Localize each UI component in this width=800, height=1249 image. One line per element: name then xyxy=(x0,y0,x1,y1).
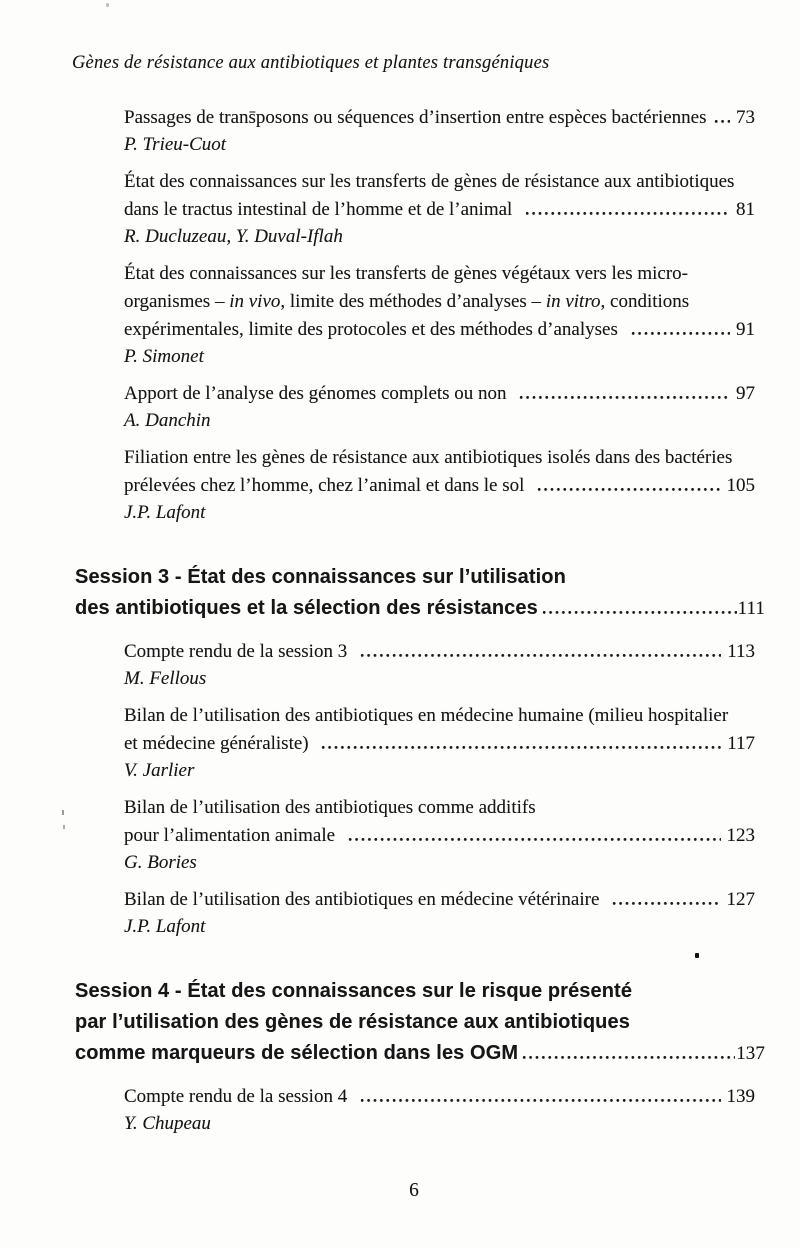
text-segment: Filiation entre les gènes de résistance aux antibiotiques isolés dans des bactéries xyxy=(124,447,733,468)
toc-line xyxy=(75,1038,765,1069)
title-text xyxy=(124,794,536,822)
toc-line xyxy=(124,702,755,730)
toc-line xyxy=(124,380,755,408)
text-segment: pour l’alimentation animale xyxy=(124,825,340,846)
toc-line xyxy=(124,638,755,666)
toc-entry xyxy=(124,168,755,250)
text-segment: , conditions xyxy=(600,291,690,312)
text-segment: Bilan de l’utilisation des antibiotiques en médecine humaine (milieu hospitalier xyxy=(124,705,729,726)
toc-line xyxy=(75,1007,765,1038)
text-segment: Bilan de l’utilisation des antibiotiques comme additifs xyxy=(124,797,536,818)
toc-entry xyxy=(124,260,755,370)
toc-line xyxy=(124,196,755,224)
toc-line xyxy=(75,593,765,624)
toc-line xyxy=(124,168,755,196)
author-name: J.P. Lafont xyxy=(124,502,206,523)
dot-leader xyxy=(359,652,721,657)
toc-line xyxy=(75,562,765,593)
dot-leader xyxy=(518,394,730,399)
toc-line xyxy=(124,444,755,472)
session-heading xyxy=(75,976,765,1069)
title-text xyxy=(124,444,732,472)
page-ref: 73 xyxy=(736,107,755,128)
text-segment: État des connaissances sur les transferts de gènes végétaux vers les micro- xyxy=(124,263,688,284)
toc-line xyxy=(124,1083,755,1111)
text-segment: organismes – xyxy=(124,291,230,312)
text-segment: in vitro xyxy=(545,291,601,312)
title-text xyxy=(124,316,623,344)
text-segment: Session 4 - État des connaissances sur le risque présenté xyxy=(75,980,633,1002)
toc-line xyxy=(124,794,755,822)
text-segment: Apport de l’analyse des génomes complets ou non xyxy=(124,383,512,404)
text-segment: comme marqueurs de sélection dans les OGM xyxy=(75,1042,519,1064)
toc-line xyxy=(124,104,755,132)
page-ref: 123 xyxy=(726,825,755,846)
toc-entry xyxy=(124,794,755,876)
title-text xyxy=(124,380,511,408)
title-text xyxy=(124,1083,352,1111)
text-segment: in vivo xyxy=(229,291,281,312)
toc-line xyxy=(124,316,755,344)
text-segment: , limite des méthodes d’analyses – xyxy=(280,291,546,312)
page-ref: 97 xyxy=(736,383,755,404)
dot-leader xyxy=(713,118,730,123)
toc-entry xyxy=(124,702,755,784)
toc-line xyxy=(124,886,755,914)
author-name: P. Simonet xyxy=(124,346,204,367)
title-text xyxy=(124,638,352,666)
footer-page-number: 6 xyxy=(409,1180,419,1201)
toc-line xyxy=(124,822,755,850)
title-text xyxy=(75,1007,630,1038)
page-ref: 127 xyxy=(726,889,755,910)
ink-speck xyxy=(63,825,65,829)
toc-line xyxy=(124,288,755,316)
toc-line xyxy=(75,976,765,1007)
title-text xyxy=(124,730,313,758)
title-text xyxy=(75,562,566,593)
text-segment: par l’utilisation des gènes de résistance aux antibiotiques xyxy=(75,1011,630,1033)
author-name: V. Jarlier xyxy=(124,760,195,781)
author-name: P. Trieu-Cuot xyxy=(124,134,227,155)
text-segment: expérimentales, limite des protocoles et des méthodes d’analyses xyxy=(124,319,623,340)
page-ref: 113 xyxy=(727,641,755,662)
page-ref: 105 xyxy=(726,475,755,496)
running-header: Gènes de résistance aux antibiotiques et plantes transgéniques xyxy=(72,53,550,73)
text-segment: Compte rendu de la session 3 xyxy=(124,641,352,662)
author-name: J.P. Lafont xyxy=(124,916,206,937)
toc-entry xyxy=(124,638,755,692)
page-ref: 117 xyxy=(727,733,755,754)
title-text xyxy=(75,976,632,1007)
dot-leader xyxy=(359,1097,721,1102)
dot-leader xyxy=(347,836,721,841)
text-segment: dans le tractus intestinal de l’homme et de l’animal xyxy=(124,199,518,220)
author-name: Y. Chupeau xyxy=(124,1113,211,1134)
title-text xyxy=(124,168,734,196)
session-heading xyxy=(75,562,765,624)
toc-line xyxy=(124,730,755,758)
author-name: M. Fellous xyxy=(124,668,207,689)
text-segment: Bilan de l’utilisation des antibiotiques en médecine vétérinaire xyxy=(124,889,605,910)
page-ref: 81 xyxy=(736,199,755,220)
title-text xyxy=(124,822,340,850)
toc-line xyxy=(124,472,755,500)
page-ref: 111 xyxy=(737,598,765,619)
title-text xyxy=(75,593,538,624)
author-name: G. Bories xyxy=(124,852,197,873)
title-text xyxy=(124,288,689,316)
toc-entry xyxy=(124,886,755,940)
dot-leader xyxy=(524,210,730,215)
page-ref: 91 xyxy=(736,319,755,340)
page-ref: 137 xyxy=(736,1043,765,1064)
title-text xyxy=(124,260,688,288)
text-segment: Passages de trans̄posons ou séquences d’insertion entre espèces bactériennes xyxy=(124,107,707,128)
toc-entry xyxy=(124,1083,755,1137)
text-segment: Session 3 - État des connaissances sur l’utilisation xyxy=(75,566,566,588)
title-text xyxy=(124,886,604,914)
ink-speck xyxy=(62,810,64,815)
toc-entry xyxy=(124,444,755,526)
author-name: A. Danchin xyxy=(124,410,211,431)
toc-entry xyxy=(124,380,755,434)
title-text xyxy=(124,196,517,224)
ink-speck xyxy=(106,3,109,7)
toc xyxy=(0,104,800,1147)
author-name: R. Ducluzeau, Y. Duval-Iflah xyxy=(124,226,343,247)
text-segment: et médecine généraliste) xyxy=(124,733,314,754)
dot-leader xyxy=(541,609,737,614)
text-segment: Compte rendu de la session 4 xyxy=(124,1086,352,1107)
dot-leader xyxy=(521,1054,735,1059)
dot-leader xyxy=(320,744,721,749)
dot-leader xyxy=(630,330,730,335)
text-segment: prélevées chez l’homme, chez l’animal et dans le sol xyxy=(124,475,530,496)
ink-speck xyxy=(695,953,699,958)
text-segment: des antibiotiques et la sélection des résistances xyxy=(75,597,538,619)
dot-leader xyxy=(611,900,720,905)
dot-leader xyxy=(536,486,720,491)
title-text xyxy=(124,104,706,132)
title-text xyxy=(124,472,529,500)
text-segment: État des connaissances sur les transferts de gènes de résistance aux antibiotiques xyxy=(124,171,735,192)
toc-line xyxy=(124,260,755,288)
title-text xyxy=(124,702,728,730)
title-text xyxy=(75,1038,518,1069)
toc-entry xyxy=(124,104,755,158)
page-ref: 139 xyxy=(726,1086,755,1107)
